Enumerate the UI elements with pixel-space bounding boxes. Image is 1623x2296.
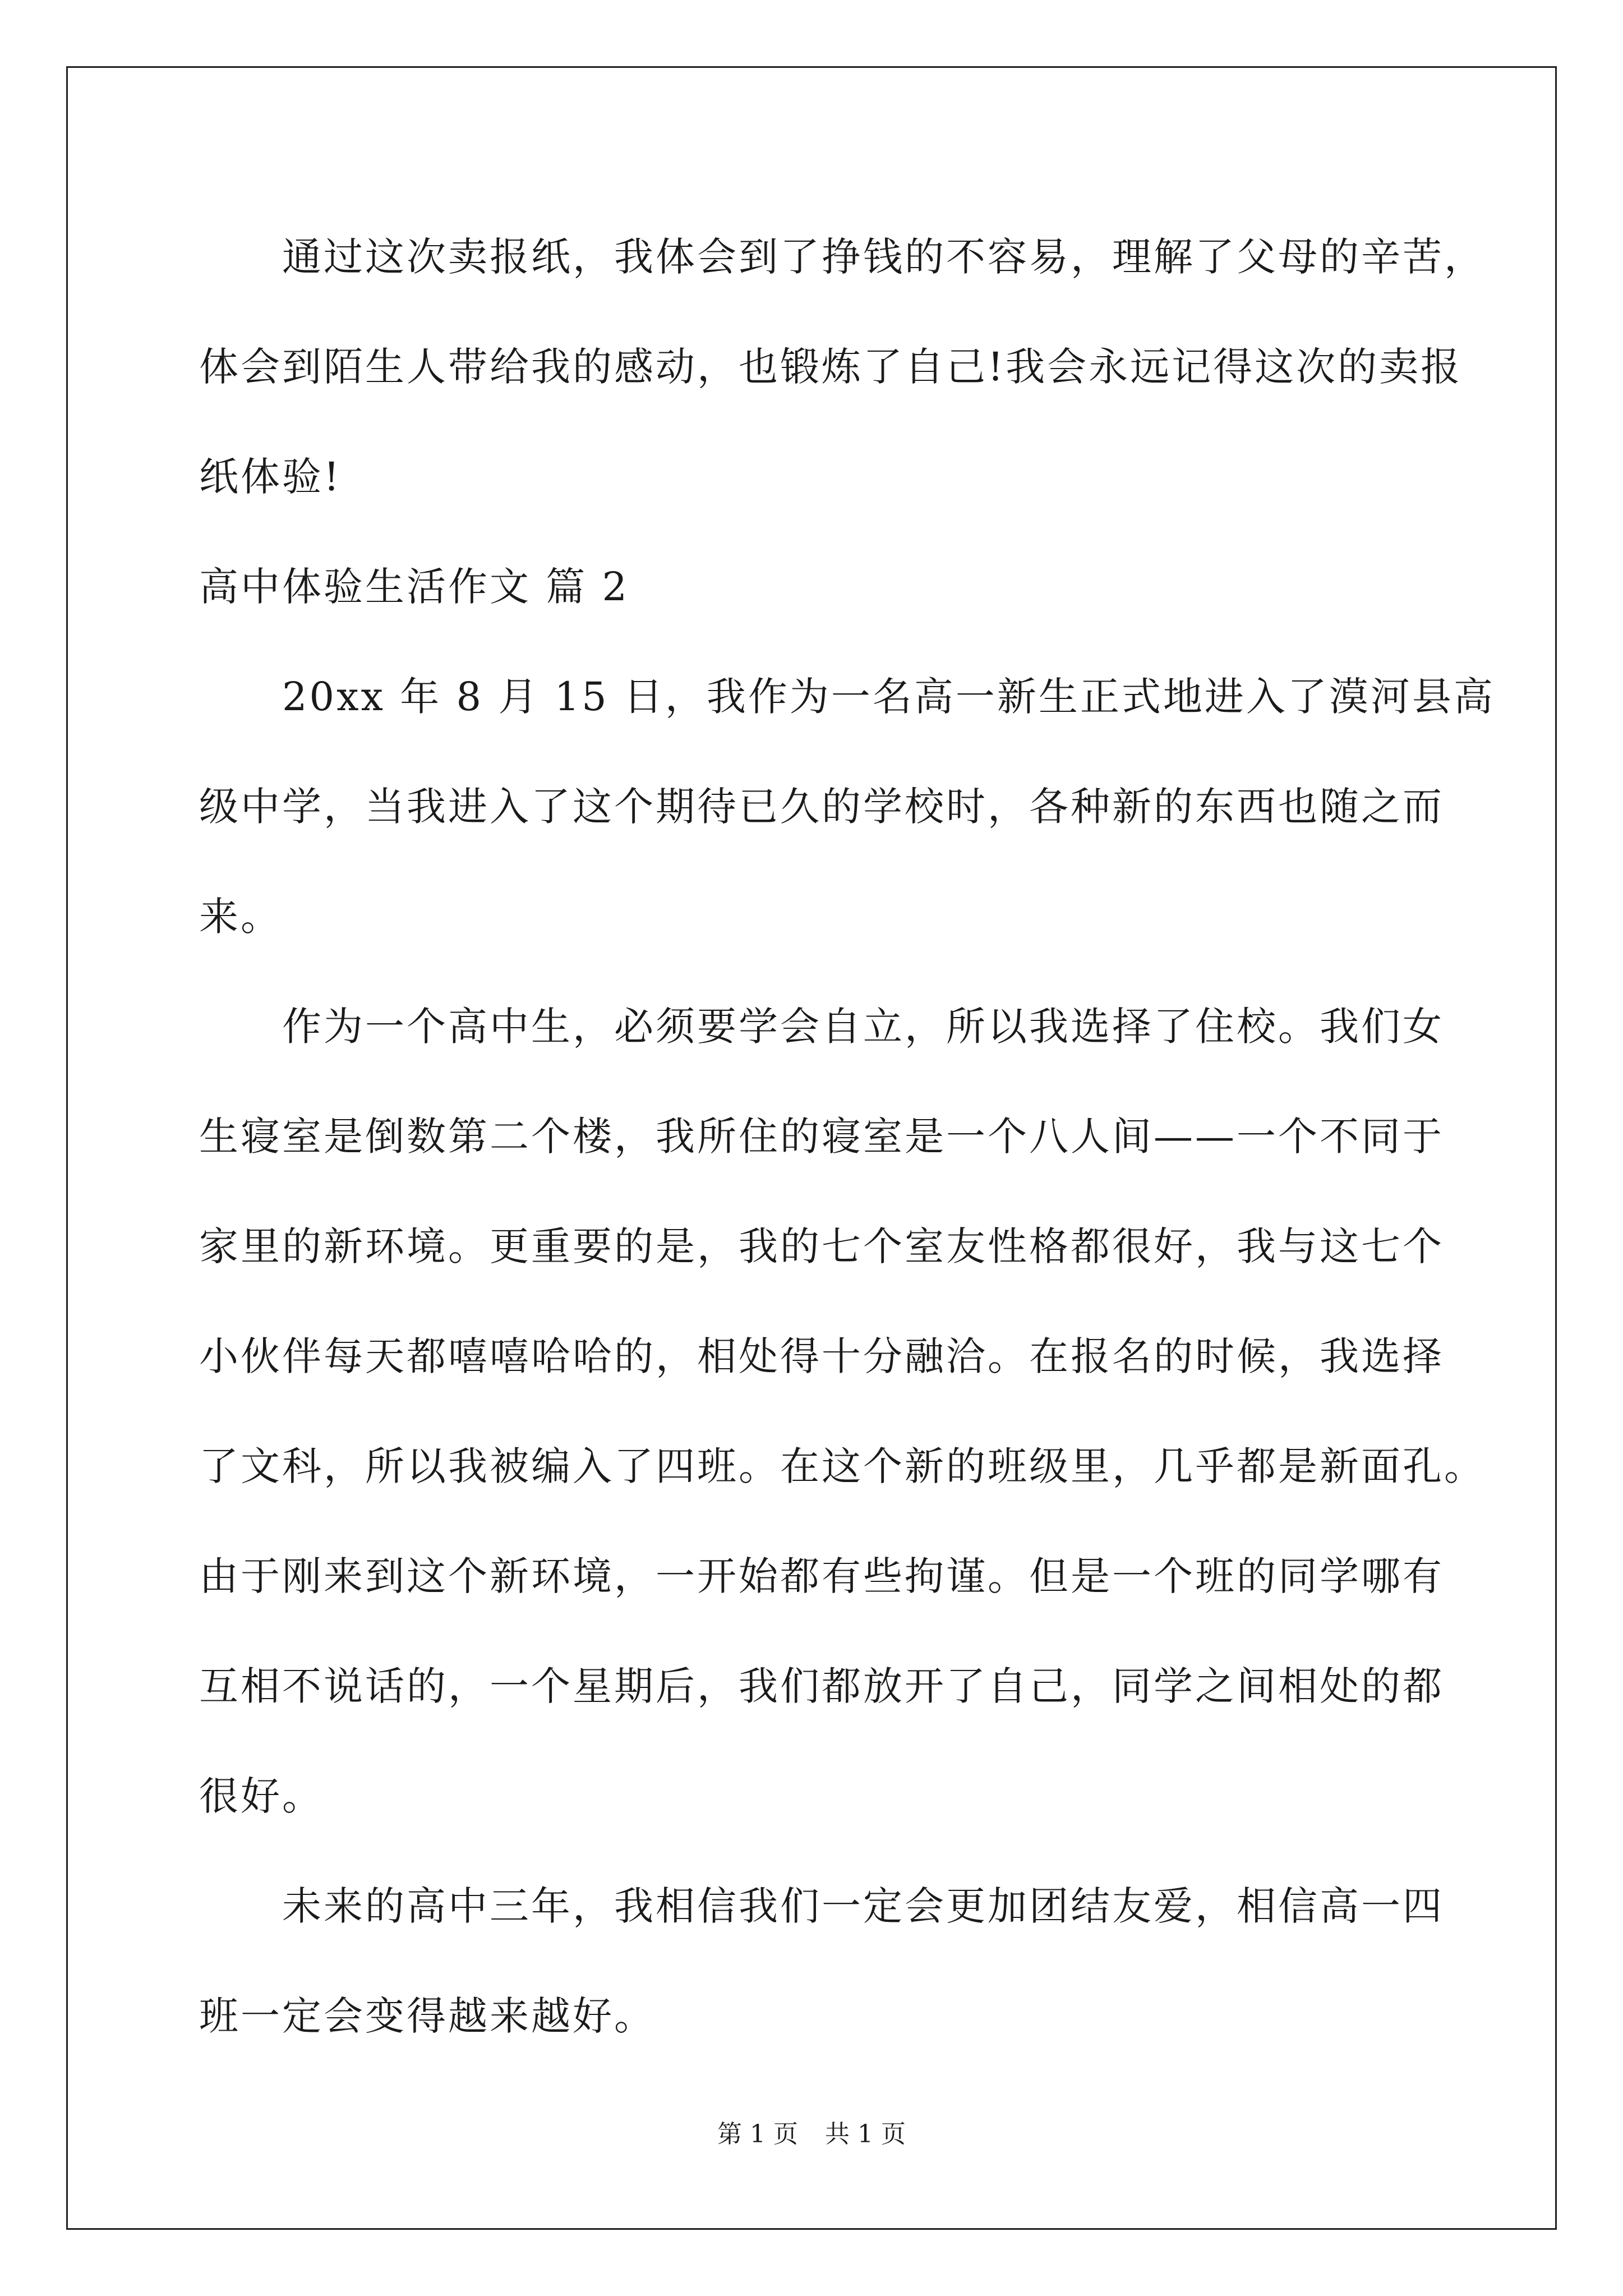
text-line: 班一定会变得越来越好。 — [199, 1993, 656, 2039]
text-line: 很好。 — [199, 1773, 324, 1819]
text-line: 来。 — [199, 894, 282, 940]
text-line: 未来的高中三年，我相信我们一定会更加团结友爱，相信高一四 — [282, 1883, 1444, 1929]
paragraph-3 — [199, 972, 1486, 1851]
text-line: 家里的新环境。更重要的是，我的七个室友性格都很好，我与这七个 — [199, 1223, 1444, 1269]
section-heading: 高中体验生活作文 篇 2 — [199, 564, 630, 610]
paragraph-4 — [199, 1851, 1444, 2071]
text-line: 互相不说话的，一个星期后，我们都放开了自己，同学之间相处的都 — [199, 1663, 1444, 1709]
text-line: 体会到陌生人带给我的感动，也锻炼了自己!我会永远记得这次的卖报 — [199, 344, 1463, 390]
text-line: 纸体验! — [199, 454, 342, 500]
paragraph-2 — [199, 642, 1495, 972]
text-line: 级中学，当我进入了这个期待已久的学校时，各种新的东西也随之而 — [199, 784, 1444, 830]
text-line: 由于刚来到这个新环境，一开始都有些拘谨。但是一个班的同学哪有 — [199, 1553, 1444, 1599]
paragraph-1 — [199, 202, 1486, 532]
text-line: 20xx 年 8 月 15 日，我作为一名高一新生正式地进入了漠河县高 — [282, 674, 1495, 720]
page-total: 共 1 页 — [825, 2120, 906, 2148]
document-body — [199, 202, 1495, 2071]
text-line: 小伙伴每天都嘻嘻哈哈的，相处得十分融洽。在报名的时候，我选择 — [199, 1333, 1444, 1379]
page-number: 第 1 页 — [717, 2120, 798, 2148]
text-line: 生寝室是倒数第二个楼，我所住的寝室是一个八人间——一个不同于 — [199, 1114, 1444, 1159]
text-line: 了文科，所以我被编入了四班。在这个新的班级里，几乎都是新面孔。 — [199, 1443, 1486, 1489]
page-footer — [0, 2114, 1623, 2150]
text-line: 作为一个高中生，必须要学会自立，所以我选择了住校。我们女 — [282, 1004, 1444, 1050]
text-line: 通过这次卖报纸，我体会到了挣钱的不容易，理解了父母的辛苦， — [282, 234, 1486, 280]
